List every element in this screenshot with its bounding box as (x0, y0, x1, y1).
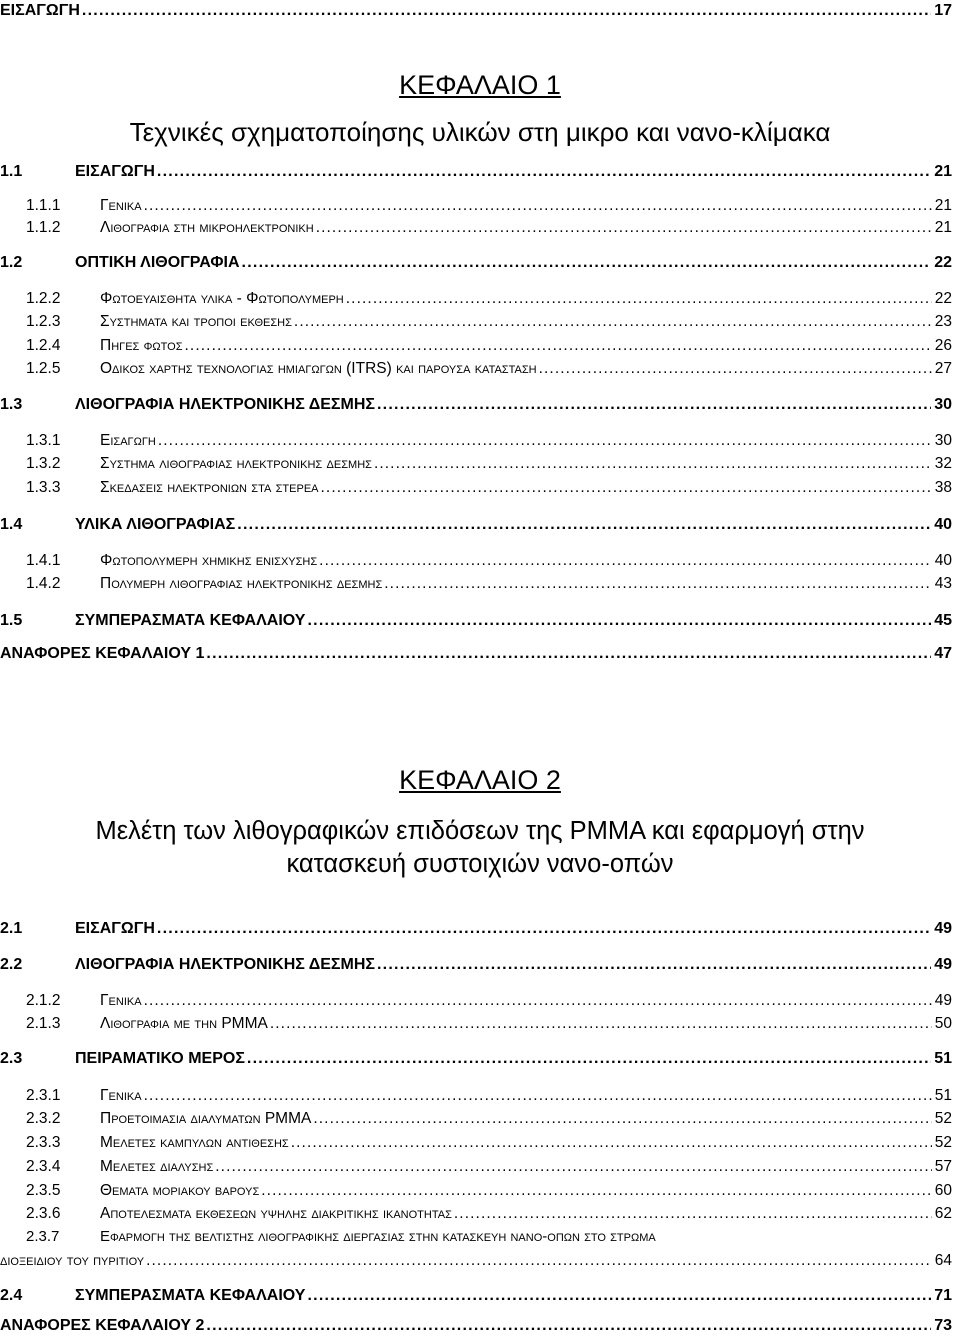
toc-entry[interactable] (0, 956, 952, 974)
leader-dots (294, 313, 932, 331)
toc-entry-number: 1.3.2 (26, 455, 61, 472)
leader-dots (321, 479, 932, 497)
toc-entry[interactable] (0, 1050, 952, 1068)
toc-entry[interactable] (26, 1015, 952, 1033)
toc-entry-title: Λιθογραφια με την PMMA (100, 1015, 268, 1032)
toc-entry-wrapped[interactable] (26, 1228, 656, 1245)
toc-entry-title: Πηγες φωτος (100, 337, 183, 354)
toc-entry-title: Συστηματα και τροποι εκθεσης (100, 313, 292, 330)
leader-dots (291, 1134, 932, 1152)
toc-entry-title: Προετοιμασια διαλυματων PMMA (100, 1110, 312, 1127)
leader-dots (146, 1252, 932, 1270)
leader-dots (454, 1205, 932, 1223)
toc-entry-title: ΕΙΣΑΓΩΓΗ (75, 163, 155, 180)
toc-entry-number: 1.4.1 (26, 552, 61, 569)
toc-entry[interactable] (26, 455, 952, 473)
leader-dots (307, 612, 931, 630)
toc-entry-title: ΥΛΙΚΑ ΛΙΘΟΓΡΑΦΙΑΣ (75, 516, 236, 533)
toc-entry[interactable] (26, 1110, 952, 1128)
leader-dots (377, 396, 931, 414)
toc-entry-page: 71 (934, 1287, 952, 1304)
toc-entry-page: 45 (934, 612, 952, 629)
toc-entry-page: 51 (934, 1087, 952, 1104)
leader-dots (313, 1110, 931, 1128)
toc-entry[interactable] (0, 254, 952, 272)
leader-dots (261, 1182, 931, 1200)
toc-entry-title: Μελετες διαλυσης (100, 1158, 214, 1175)
toc-entry-number: 1.2 (0, 254, 23, 271)
toc-entry-number: 2.2 (0, 956, 23, 973)
toc-entry-page: 73 (934, 1317, 952, 1334)
toc-entry[interactable] (0, 920, 952, 938)
toc-entry-title: ΑΝΑΦΟΡΕΣ ΚΕΦΑΛΑΙΟΥ 2 (0, 1317, 205, 1334)
leader-dots (316, 219, 932, 237)
leader-dots (157, 920, 931, 938)
toc-entry-number: 2.3 (0, 1050, 23, 1067)
toc-entry-page: 62 (934, 1205, 952, 1222)
toc-entry-number: 1.2.3 (26, 313, 61, 330)
toc-entry[interactable] (26, 219, 952, 237)
toc-entry-page: 22 (934, 290, 952, 307)
leader-dots (157, 163, 931, 181)
toc-entry-title: Εισαγωγη (100, 432, 156, 449)
toc-entry-number: 1.3.1 (26, 432, 61, 449)
toc-entry-page: 50 (934, 1015, 952, 1032)
chapter-2-subtitle-line2: κατασκευή συστοιχιών νανο-οπών (286, 850, 674, 878)
toc-entry-page: 49 (934, 956, 952, 973)
leader-dots (270, 1015, 932, 1033)
toc-entry-page: 38 (934, 479, 952, 496)
toc-entry-title: ΟΠΤΙΚΗ ΛΙΘΟΓΡΑΦΙΑ (75, 254, 240, 271)
toc-entry-page: 26 (934, 337, 952, 354)
toc-entry-title: ΑΝΑΦΟΡΕΣ ΚΕΦΑΛΑΙΟΥ 1 (0, 645, 205, 662)
leader-dots (307, 1287, 931, 1305)
toc-entry-title: Συστημα λιθογραφιας ηλεκτρονικης δεσμης (100, 455, 372, 472)
toc-entry[interactable] (26, 360, 952, 378)
leader-dots (247, 1050, 931, 1068)
leader-dots (158, 432, 932, 450)
toc-entry-number: 1.2.5 (26, 360, 61, 377)
toc-entry-page: 21 (934, 219, 952, 236)
toc-entry-references-2[interactable] (0, 1317, 952, 1335)
toc-entry-page: 21 (934, 197, 952, 214)
toc-entry-title: ΛΙΘΟΓΡΑΦΙΑ ΗΛΕΚΤΡΟΝΙΚΗΣ ΔΕΣΜΗΣ (75, 956, 375, 973)
toc-entry[interactable] (26, 1087, 952, 1105)
toc-entry-title: Οδικος χαρτης τεχνολογιας ημιαγωγων (ITRS) και παρουσα κατασταση (100, 360, 537, 377)
toc-entry-page: 49 (934, 992, 952, 1009)
leader-dots (539, 360, 932, 378)
toc-entry[interactable] (0, 516, 952, 534)
toc-entry-number: 1.1.1 (26, 197, 61, 214)
toc-entry-page: 40 (934, 552, 952, 569)
toc-entry-title: Λιθογραφια στη μικροηλεκτρονικη (100, 219, 314, 236)
toc-entry-title: Φωτοευαισθητα υλικα - Φωτοπολυμερη (100, 290, 344, 307)
leader-dots (144, 1087, 932, 1105)
toc-entry-page: 49 (934, 920, 952, 937)
toc-entry[interactable] (26, 992, 952, 1010)
toc-entry-title: Πολυμερη λιθογραφιας ηλεκτρονικης δεσμης (100, 575, 383, 592)
toc-entry-page: 51 (934, 1050, 952, 1067)
chapter-1-heading: ΚΕΦΑΛΑΙΟ 1 (399, 70, 561, 100)
toc-entry-number: 2.1 (0, 920, 23, 937)
toc-entry[interactable] (26, 575, 952, 593)
toc-entry-title: Γενικα (100, 1087, 142, 1104)
toc-entry-page: 30 (934, 432, 952, 449)
leader-dots (206, 645, 931, 663)
toc-entry[interactable] (26, 1134, 952, 1152)
toc-entry-page: 40 (934, 516, 952, 533)
chapter-2-subtitle-line1: Μελέτη των λιθογραφικών επιδόσεων της PMMA και εφαρμογή στην (95, 817, 865, 845)
leader-dots (206, 1317, 931, 1335)
toc-entry-page: 57 (934, 1158, 952, 1175)
toc-entry-number: 2.3.6 (26, 1205, 61, 1222)
toc-entry[interactable] (26, 197, 952, 215)
toc-entry-number: 1.3.3 (26, 479, 61, 496)
toc-entry-number: 2.3.7 (26, 1228, 60, 1245)
toc-entry-number: 1.2.4 (26, 337, 61, 354)
toc-entry-page: 23 (934, 313, 952, 330)
toc-entry-number: 1.5 (0, 612, 23, 629)
toc-entry[interactable] (26, 337, 952, 355)
toc-entry[interactable] (26, 1158, 952, 1176)
toc-entry-page: 17 (934, 2, 952, 19)
toc-entry-title: Φωτοπολυμερη χημικης ενισχυσης (100, 552, 318, 569)
toc-entry[interactable] (0, 396, 952, 414)
toc-entry-page: 60 (934, 1182, 952, 1199)
toc-entry-title-cont: διοξειδιου του πυριτιου (0, 1252, 145, 1269)
toc-entry-page: 21 (934, 163, 952, 180)
toc-entry-page: 30 (934, 396, 952, 413)
chapter-1-subtitle: Τεχνικές σχηματοποίησης υλικών στη μικρο και νανο-κλίμακα (129, 117, 831, 147)
toc-entry-page: 32 (934, 455, 952, 472)
toc-entry-title: Σκεδασεις ηλεκτρονιων στα στερεα (100, 479, 319, 496)
toc-entry-page: 52 (934, 1110, 952, 1127)
toc-entry[interactable] (26, 552, 952, 570)
toc-entry-title: Μελετες καμπυλων αντιθεσης (100, 1134, 289, 1151)
leader-dots (185, 337, 932, 355)
toc-entry[interactable] (0, 1287, 952, 1305)
toc-entry-continuation[interactable] (0, 1252, 952, 1270)
toc-entry-title: Αποτελεσματα εκθεσεων υψηλης διακριτικης ικανοτητας (100, 1205, 452, 1222)
leader-dots (319, 552, 932, 570)
toc-entry-number: 2.3.2 (26, 1110, 61, 1127)
toc-entry-number: 2.3.1 (26, 1087, 61, 1104)
toc-entry-number: 1.3 (0, 396, 23, 413)
leader-dots (346, 290, 932, 308)
chapter-2-heading: ΚΕΦΑΛΑΙΟ 2 (399, 765, 561, 795)
leader-dots (144, 197, 932, 215)
leader-dots (374, 455, 932, 473)
toc-entry-number: 2.4 (0, 1287, 23, 1304)
toc-entry-page: 27 (934, 360, 952, 377)
toc-entry-number: 2.3.3 (26, 1134, 61, 1151)
toc-entry-number: 1.1 (0, 163, 23, 180)
toc-entry[interactable] (26, 1205, 952, 1223)
toc-entry[interactable] (26, 313, 952, 331)
toc-entry-number: 1.2.2 (26, 290, 61, 307)
toc-entry[interactable] (0, 612, 952, 630)
toc-entry-page: 52 (934, 1134, 952, 1151)
toc-entry-title: ΣΥΜΠΕΡΑΣΜΑΤΑ ΚΕΦΑΛΑΙΟΥ (75, 612, 306, 629)
toc-entry-number: 1.4.2 (26, 575, 61, 592)
toc-entry-title: Γενικα (100, 992, 142, 1009)
leader-dots (82, 2, 931, 20)
toc-entry[interactable] (0, 163, 952, 181)
toc-entry-references-1[interactable] (0, 645, 952, 663)
toc-entry-number: 2.1.3 (26, 1015, 61, 1032)
toc-entry-title: Γενικα (100, 197, 142, 214)
leader-dots (242, 254, 932, 272)
leader-dots (377, 956, 931, 974)
toc-entry[interactable] (26, 479, 952, 497)
toc-entry-title: ΕΙΣΑΓΩΓΗ (75, 920, 155, 937)
toc-entry-number: 2.1.2 (26, 992, 61, 1009)
toc-entry-title: Εφαρμογη της βελτιστης λιθογραφικης διεργασιας στην κατασκευη νανο-οπων στο στρωμα (100, 1228, 656, 1245)
leader-dots (144, 992, 932, 1010)
toc-entry-title: ΕΙΣΑΓΩΓΗ (0, 2, 80, 19)
toc-entry[interactable] (26, 432, 952, 450)
toc-entry[interactable] (26, 1182, 952, 1200)
toc-entry-title: ΛΙΘΟΓΡΑΦΙΑ ΗΛΕΚΤΡΟΝΙΚΗΣ ΔΕΣΜΗΣ (75, 396, 375, 413)
toc-entry-title: ΠΕΙΡΑΜΑΤΙΚΟ ΜΕΡΟΣ (75, 1050, 245, 1067)
toc-entry-page: 47 (934, 645, 952, 662)
toc-entry-page: 43 (934, 575, 952, 592)
toc-entry-number: 2.3.5 (26, 1182, 61, 1199)
toc-entry-title: Θεματα μοριακου βαρους (100, 1182, 260, 1199)
toc-entry-intro[interactable] (0, 2, 952, 20)
toc-entry-number: 1.1.2 (26, 219, 61, 236)
leader-dots (215, 1158, 932, 1176)
toc-entry[interactable] (26, 290, 952, 308)
toc-entry-page: 64 (934, 1252, 952, 1269)
toc-entry-title: ΣΥΜΠΕΡΑΣΜΑΤΑ ΚΕΦΑΛΑΙΟΥ (75, 1287, 306, 1304)
leader-dots (384, 575, 931, 593)
toc-entry-page: 22 (934, 254, 952, 271)
toc-entry-number: 2.3.4 (26, 1158, 61, 1175)
toc-entry-number: 1.4 (0, 516, 23, 533)
leader-dots (237, 516, 931, 534)
